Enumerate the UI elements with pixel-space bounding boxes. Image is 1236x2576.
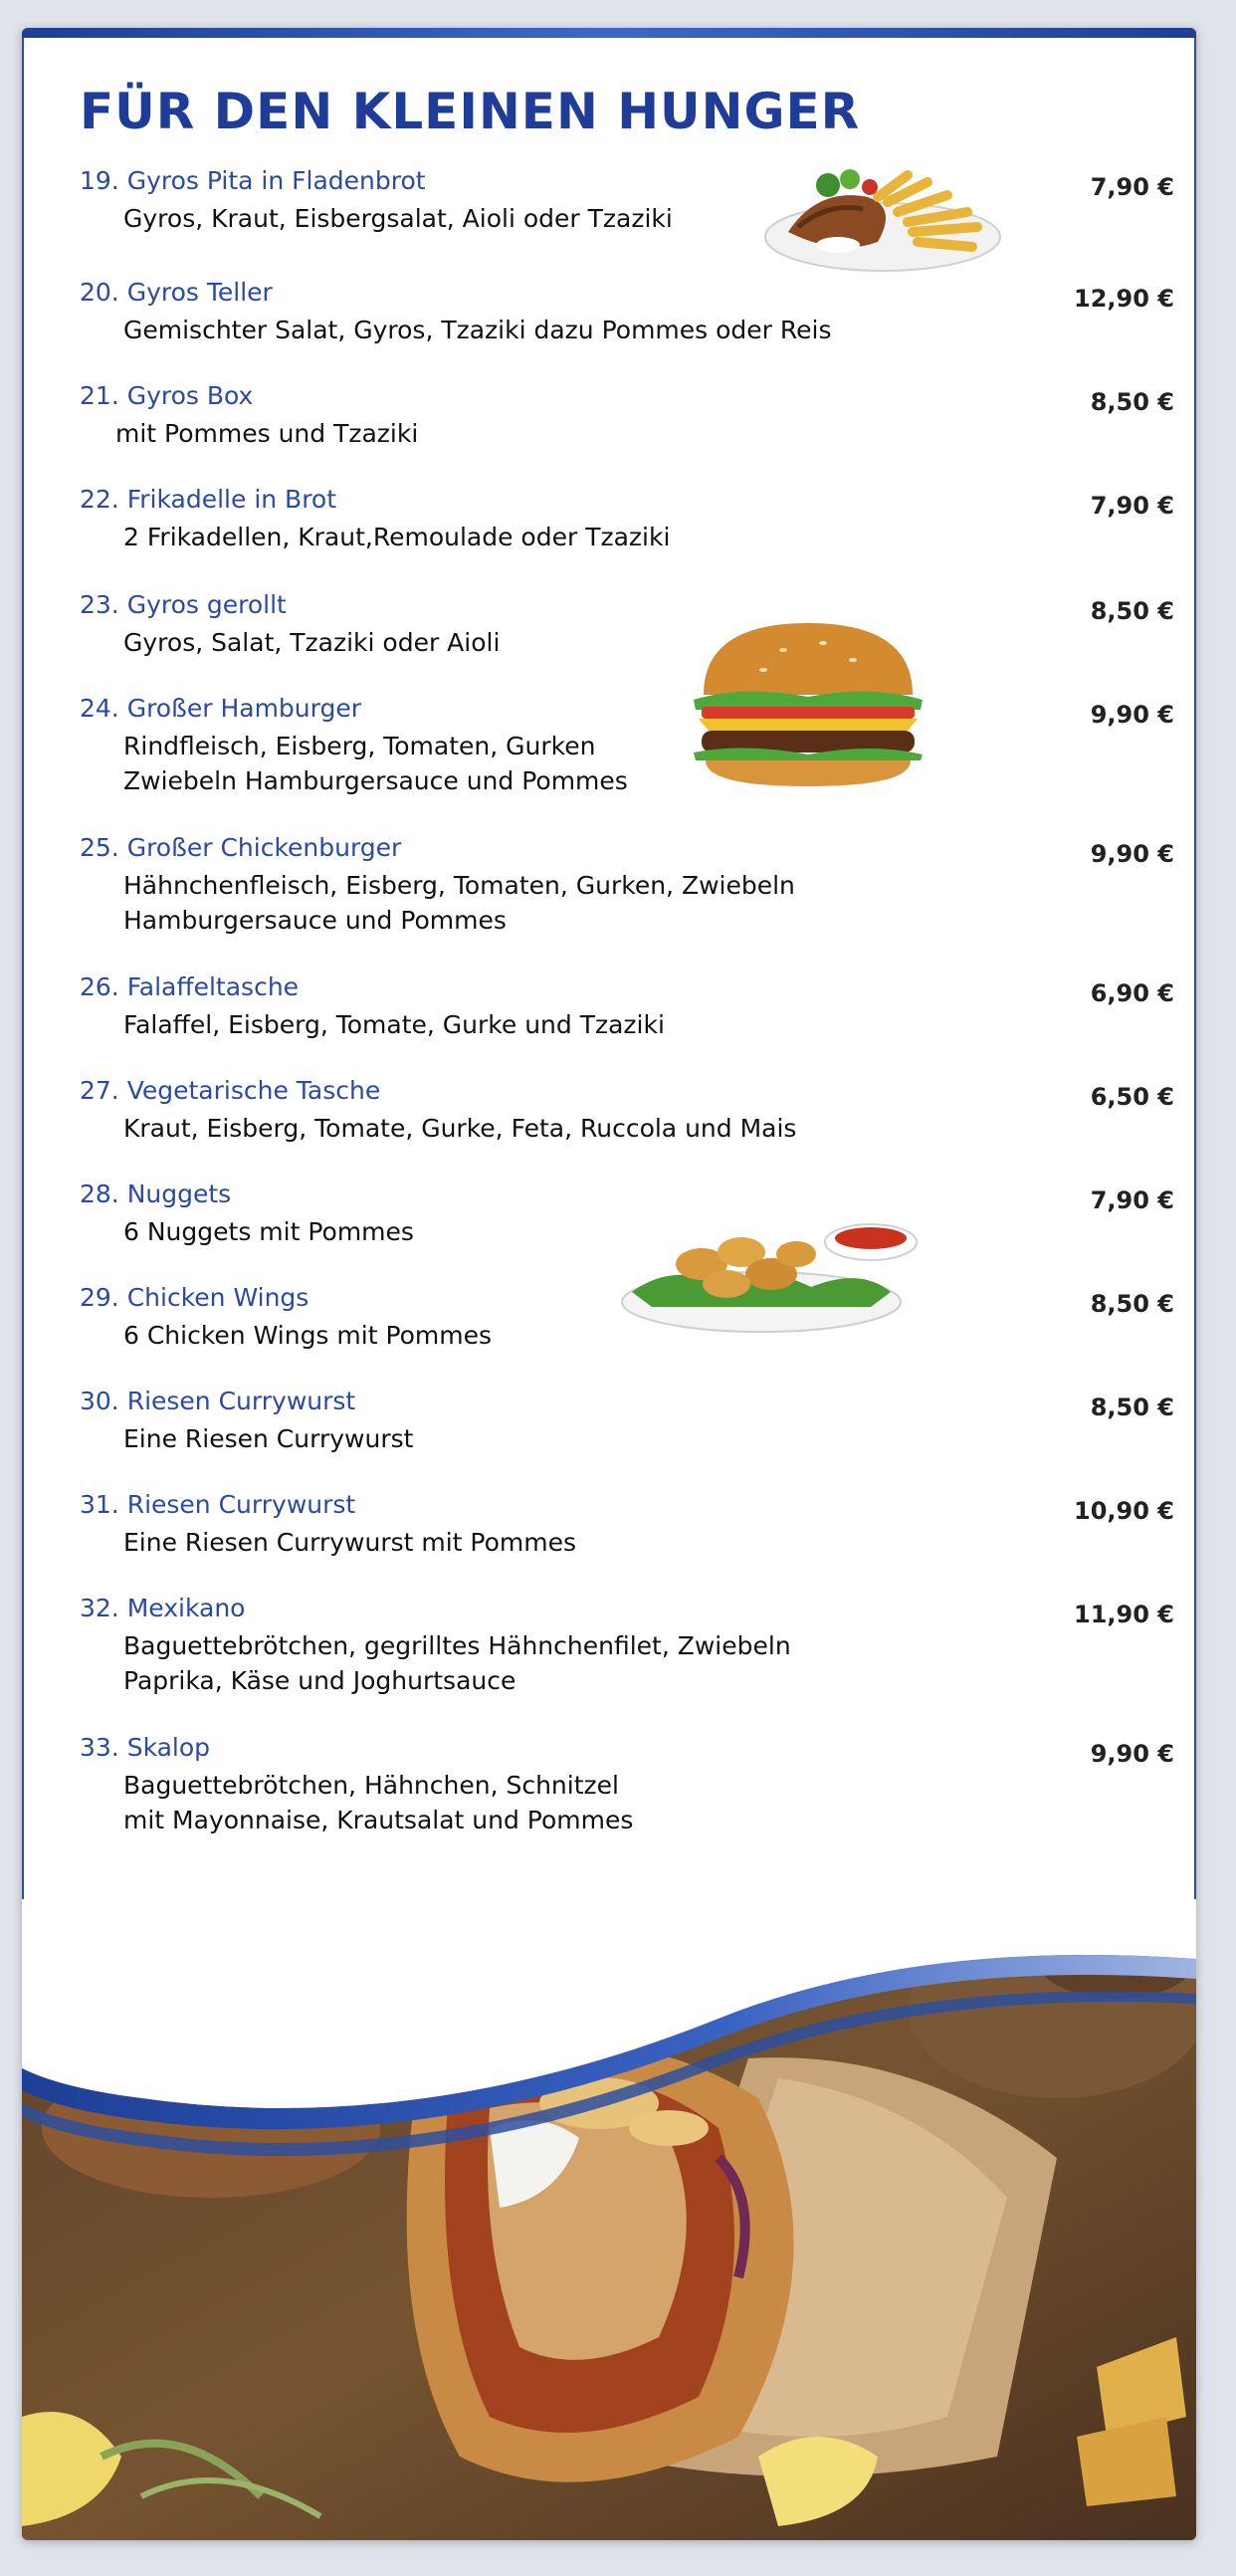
menu-item <box>80 1593 1174 1698</box>
gyros-wrap-photo <box>22 1899 1196 2540</box>
menu-item-price: 8,50 € <box>1090 1290 1174 1318</box>
menu-item-price: 8,50 € <box>1090 1394 1174 1421</box>
menu-item-title: 20. Gyros Teller <box>80 278 273 307</box>
menu-item-description: Zwiebeln Hamburgersauce und Pommes <box>123 766 628 795</box>
menu-item-description: 2 Frikadellen, Kraut,Remoulade oder Tzaziki <box>123 523 671 551</box>
menu-item-description: Hähnchenfleisch, Eisberg, Tomaten, Gurken, Zwiebeln <box>123 871 795 900</box>
menu-item-title: 28. Nuggets <box>80 1180 232 1208</box>
menu-item-title: 21. Gyros Box <box>80 381 254 410</box>
menu-item-description: Baguettebrötchen, gegrilltes Hähnchenfilet, Zwiebeln <box>123 1631 791 1660</box>
menu-item-price: 7,90 € <box>1090 492 1174 520</box>
menu-item-title: 29. Chicken Wings <box>80 1283 309 1312</box>
menu-item-description: Falaffel, Eisberg, Tomate, Gurke und Tzaziki <box>123 1010 665 1039</box>
menu-item-description: Kraut, Eisberg, Tomate, Gurke, Feta, Ruccola und Mais <box>123 1114 797 1143</box>
menu-item-title: 24. Großer Hamburger <box>80 694 362 723</box>
menu-item-price: 7,90 € <box>1090 1186 1174 1214</box>
menu-item <box>80 832 1174 938</box>
menu-item-price: 6,90 € <box>1090 979 1174 1007</box>
menu-card <box>22 28 1196 2540</box>
menu-item-price: 6,50 € <box>1090 1083 1174 1111</box>
menu-item-price: 12,90 € <box>1074 285 1174 313</box>
menu-item-price: 8,50 € <box>1090 597 1174 625</box>
menu-item <box>80 1075 1174 1146</box>
menu-item-description: Eine Riesen Currywurst mit Pommes <box>123 1528 577 1557</box>
hamburger-image <box>684 615 932 794</box>
menu-item-description: Baguettebrötchen, Hähnchen, Schnitzel <box>123 1771 619 1800</box>
menu-item-title: 26. Falaffeltasche <box>80 972 300 1001</box>
menu-item <box>80 1489 1174 1560</box>
menu-item <box>80 165 1174 236</box>
menu-item <box>80 277 1174 347</box>
menu-item-price: 9,90 € <box>1090 1740 1174 1768</box>
menu-item-title: 23. Gyros gerollt <box>80 590 287 619</box>
menu-item-description: Gyros, Kraut, Eisbergsalat, Aioli oder Tzaziki <box>123 204 673 233</box>
menu-item-price: 11,90 € <box>1074 1601 1174 1628</box>
menu-item-description: Gemischter Salat, Gyros, Tzaziki dazu Pommes oder Reis <box>123 316 832 344</box>
menu-item <box>80 589 1174 660</box>
menu-item <box>80 693 1174 798</box>
nuggets-plate-image <box>612 1192 930 1342</box>
menu-item-description: 6 Nuggets mit Pommes <box>123 1217 414 1246</box>
menu-item-description: mit Mayonnaise, Krautsalat und Pommes <box>123 1806 634 1834</box>
menu-item-price: 9,90 € <box>1090 840 1174 868</box>
menu-item-description: mit Pommes und Tzaziki <box>115 419 419 448</box>
menu-item-title: 30. Riesen Currywurst <box>80 1387 356 1415</box>
menu-item-description: Hamburgersauce und Pommes <box>123 906 507 935</box>
menu-item-price: 7,90 € <box>1090 173 1174 201</box>
menu-item <box>80 1386 1174 1456</box>
menu-item-title: 19. Gyros Pita in Fladenbrot <box>80 166 426 195</box>
menu-item-title: 25. Großer Chickenburger <box>80 833 402 862</box>
menu-item-description: Rindfleisch, Eisberg, Tomaten, Gurken <box>123 732 596 760</box>
gyros-plate-image <box>758 157 1007 277</box>
menu-item-title: 31. Riesen Currywurst <box>80 1490 356 1519</box>
menu-item <box>80 484 1174 554</box>
menu-item-description: 6 Chicken Wings mit Pommes <box>123 1321 493 1350</box>
menu-item-description: Gyros, Salat, Tzaziki oder Aioli <box>123 628 501 657</box>
menu-item-price: 8,50 € <box>1090 388 1174 416</box>
menu-item <box>80 380 1174 451</box>
menu-item-price: 10,90 € <box>1074 1497 1174 1525</box>
menu-item-title: 27. Vegetarische Tasche <box>80 1076 381 1105</box>
menu-item-title: 33. Skalop <box>80 1733 211 1762</box>
menu-item-description: Paprika, Käse und Joghurtsauce <box>123 1666 516 1695</box>
menu-item-title: 22. Frikadelle in Brot <box>80 485 337 514</box>
menu-item-price: 9,90 € <box>1090 701 1174 729</box>
menu-item-title: 32. Mexikano <box>80 1594 246 1622</box>
menu-heading: FÜR DEN KLEINEN HUNGER <box>80 83 861 140</box>
menu-item <box>80 1732 1174 1837</box>
menu-item-description: Eine Riesen Currywurst <box>123 1424 414 1453</box>
menu-item <box>80 971 1174 1042</box>
